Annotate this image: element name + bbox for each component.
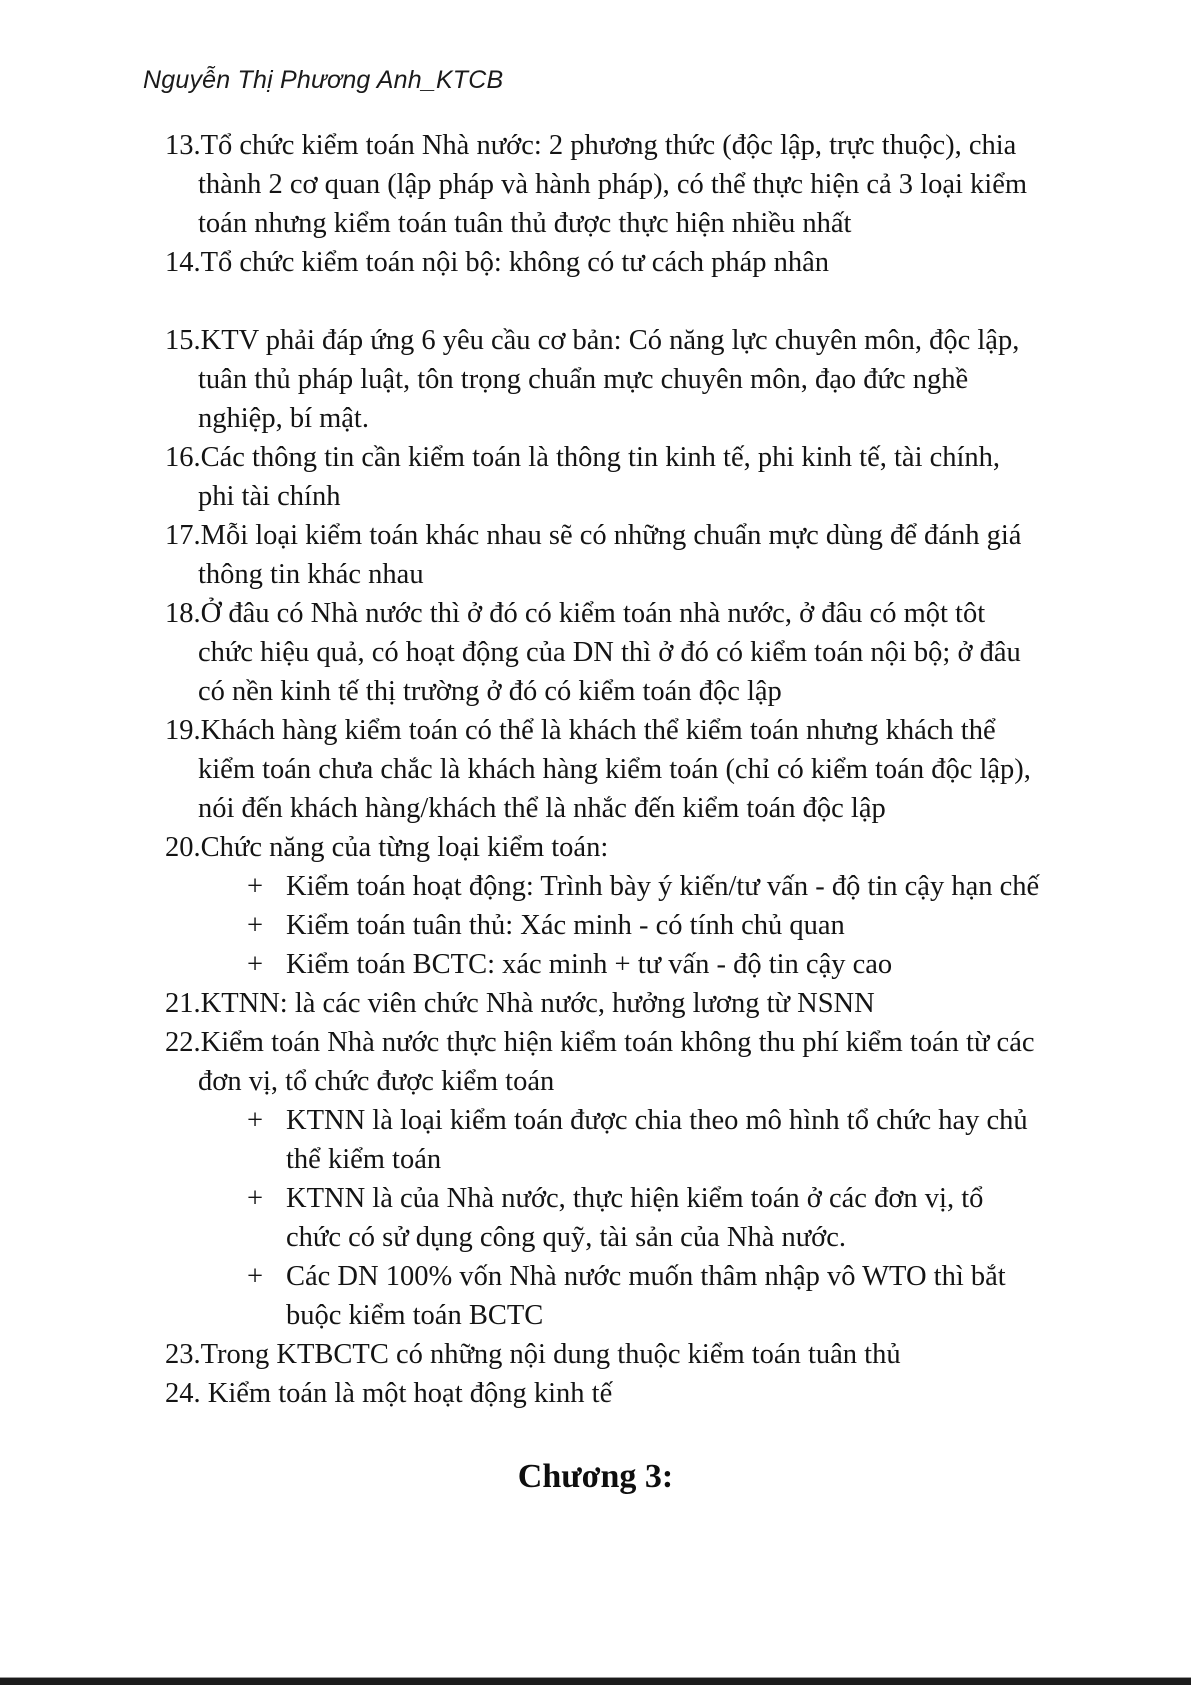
list-subitem [165,1101,1043,1179]
item-number: 23. [165,1339,201,1370]
item-text: Mỗi loại kiểm toán khác nhau sẽ có những chuẩn mực dùng để đánh giá thông tin khác nhau [198,520,1022,590]
item-number: 21. [165,988,201,1019]
subitem-text: Kiểm toán BCTC: xác minh + tư vấn - độ tin cậy cao [286,949,893,980]
list-item-21 [165,984,1043,1023]
item-text: Kiểm toán là một hoạt động kinh tế [207,1378,613,1409]
item-text: Tổ chức kiểm toán Nhà nước: 2 phương thức (độc lập, trực thuộc), chia thành 2 cơ quan (lập pháp và hành pháp), có thể thực hiện cả 3 loại kiểm toán nhưng kiểm toán tuân thủ được thực hiện nhiều nhất [198,130,1028,239]
list-subitem [165,945,1043,984]
list-item-24 [165,1374,1043,1413]
item-text: Tổ chức kiểm toán nội bộ: không có tư cách pháp nhân [200,247,830,278]
subitem-text: Các DN 100% vốn Nhà nước muốn thâm nhập vô WTO thì bắt buộc kiểm toán BCTC [286,1261,1006,1331]
list-item-22 [165,1023,1043,1101]
list-item-13 [165,126,1043,243]
item-number: 16. [165,442,201,473]
item-number: 24. [165,1378,208,1409]
item-text: Trong KTBCTC có những nội dung thuộc kiểm toán tuân thủ [200,1339,901,1370]
list-item-14 [165,243,1043,282]
item-number: 15. [165,325,201,356]
plus-bullet: + [247,1261,264,1292]
subitem-text: Kiểm toán hoạt động: Trình bày ý kiến/tư vấn - độ tin cậy hạn chế [286,871,1040,902]
list-subitem [165,1179,1043,1257]
notes-list [165,126,1043,1413]
plus-bullet: + [247,1105,264,1136]
item-text: Ở đâu có Nhà nước thì ở đó có kiểm toán nhà nước, ở đâu có một tôt chức hiệu quả, có hoạt động của DN thì ở đó có kiểm toán nội bộ; ở đâu có nền kinh tế thị trường ở đó có kiểm toán độc lập [198,598,1021,707]
list-item-20 [165,828,1043,867]
list-item-17 [165,516,1043,594]
item-text: Kiểm toán Nhà nước thực hiện kiểm toán không thu phí kiểm toán từ các đơn vị, tổ chức được kiểm toán [198,1027,1035,1097]
plus-bullet: + [247,1183,264,1214]
list-subitem [165,1257,1043,1335]
item-text: Chức năng của từng loại kiểm toán: [200,832,609,863]
item-number: 18. [165,598,201,629]
item-text: Khách hàng kiểm toán có thể là khách thể kiểm toán nhưng khách thể kiểm toán chưa chắc là khách hàng kiểm toán (chỉ có kiểm toán độc lập), nói đến khách hàng/khách thể là nhắc đến kiểm toán độc lập [198,715,1031,824]
item-number: 13. [165,130,201,161]
document-header-author: Nguyễn Thị Phương Anh_KTCB [143,66,504,94]
list-item-16 [165,438,1043,516]
item-text: Các thông tin cần kiểm toán là thông tin kinh tế, phi kinh tế, tài chính, phi tài chính [198,442,1001,512]
item-text: KTV phải đáp ứng 6 yêu cầu cơ bản: Có năng lực chuyên môn, độc lập, tuân thủ pháp luật, tôn trọng chuẩn mực chuyên môn, đạo đức nghề nghiệp, bí mật. [198,325,1020,434]
subitem-text: KTNN là loại kiểm toán được chia theo mô hình tổ chức hay chủ thể kiểm toán [286,1105,1028,1175]
plus-bullet: + [247,949,264,980]
list-item-23 [165,1335,1043,1374]
subitem-text: Kiểm toán tuân thủ: Xác minh - có tính chủ quan [286,910,845,941]
plus-bullet: + [247,910,264,941]
page-bottom-edge-bar [0,1677,1191,1685]
subitem-text: KTNN là của Nhà nước, thực hiện kiểm toán ở các đơn vị, tổ chức có sử dụng công quỹ, tài sản của Nhà nước. [286,1183,984,1253]
list-item-18 [165,594,1043,711]
item-number: 14. [165,247,201,278]
list-subitem [165,867,1043,906]
item-number: 20. [165,832,201,863]
item-text: KTNN: là các viên chức Nhà nước, hưởng lương từ NSNN [200,988,875,1019]
item-number: 19. [165,715,201,746]
list-item-15 [165,321,1043,438]
item-number: 17. [165,520,201,551]
chapter-heading: Chương 3: [517,1458,674,1495]
list-subitem [165,906,1043,945]
plus-bullet: + [247,871,264,902]
item-number: 22. [165,1027,201,1058]
list-item-19 [165,711,1043,828]
